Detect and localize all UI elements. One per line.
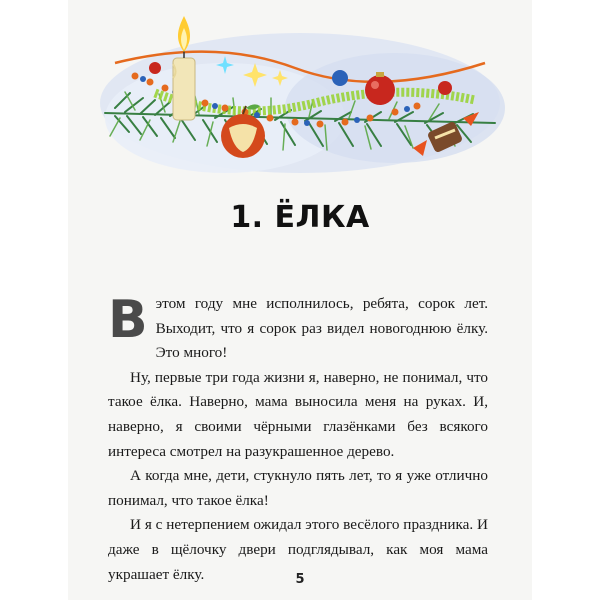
page-number: 5 bbox=[295, 572, 305, 587]
paragraph-2: Ну, первые три года жизни я, наверно, не понимал, что такое ёлка. Наверно, мама выносила меня на руках. И, наверно, я своими чёрными глазёнками без всякого интереса смотрел на разукрашенное дерево. bbox=[108, 368, 488, 460]
paragraph-3: А когда мне, дети, стукнуло пять лет, то я уже отлично понимал, что такое ёлка! bbox=[108, 467, 488, 509]
story-text bbox=[108, 292, 488, 587]
drop-cap: В bbox=[108, 290, 148, 350]
paragraph-4: И я с нетерпением ожидал этого весёлого праздника. И даже в щёлочку двери подглядывал, как моя мама украшает ёлку. bbox=[108, 516, 488, 583]
paragraph-1 bbox=[108, 292, 488, 366]
paragraph-1-text: этом году мне исполнилось, ребята, сорок лет. Выходит, что я сорок раз видел новогоднюю ёлку. Это много! bbox=[155, 295, 488, 362]
chapter-title: 1. ЁЛКА bbox=[230, 200, 370, 235]
christmas-garland-icon bbox=[95, 8, 505, 188]
